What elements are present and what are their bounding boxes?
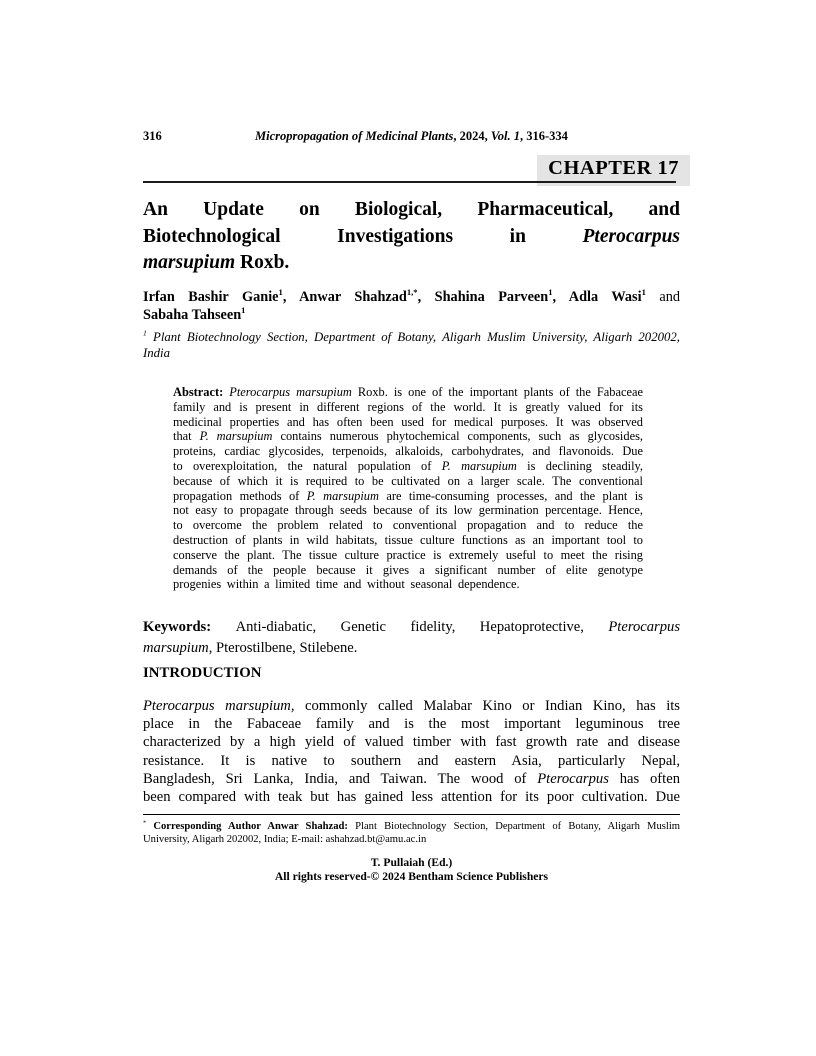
text-run: demands of the people because it gives a significant number of elite genotype [173,562,643,577]
text-run: are time-consuming processes, and the plant is [378,488,643,503]
text-line [143,752,680,770]
text-run: , Adla Wasi [552,289,642,305]
text-run: family and is present in different regions of the world. It is greatly valued for its [173,399,643,414]
text-line [143,820,680,833]
keywords-line [143,617,680,658]
text-line [173,489,643,504]
text-run: , 316-334 [520,129,568,143]
text-line [143,715,680,733]
text-run: Bangladesh, Sri Lanka, India, and Taiwan. The wood of [143,770,538,787]
publisher-footer [143,856,680,883]
rights-line: All rights reserved-© 2024 Bentham Science Publishers [274,869,549,883]
text-run: , Pterostilbene, Stilebene. [208,639,358,656]
page-number: 316 [143,129,162,143]
text-run: and [645,289,681,305]
text-run: Plant Biotechnology Section, Department of Botany, Aligarh Muslim [347,821,680,832]
text-line [143,224,680,251]
text-run: Keywords: [143,619,236,635]
footnote-divider-rule [143,814,680,815]
text-line [173,563,643,578]
text-run: propagation methods of [173,488,307,503]
text-line [143,288,680,306]
text-run: Sabaha Tahseen [143,307,242,323]
text-run: Anti-diabatic, Genetic fidelity, Hepatoprotective, [235,619,609,635]
text-run: 1 [278,287,283,298]
text-run: Pterocarpus [537,770,609,787]
text-run: 1,* [406,287,418,298]
text-run: Pterocarpus [608,619,680,635]
text-run: to overexploitation, the natural population of [173,458,442,473]
text-run: resistance. It is native to southern and eastern Asia, particularly Nepal, [143,752,680,769]
introduction-heading: INTRODUCTION [143,665,262,681]
text-run: 1 [641,287,646,298]
text-run: progenies within a limited time and without seasonal dependence. [173,577,520,592]
text-run: marsupium [143,639,209,656]
text-run: proteins, cardiac glycosides, terpenoids, alkaloids, carbohydrates, and flavonoids. Due [173,444,643,459]
text-run: Abstract: [173,385,230,399]
text-line [143,638,680,659]
text-run: to overcome the problem related to conventional propagation and to reduce the [173,518,643,533]
text-run: Irfan Bashir Ganie [143,289,279,305]
affiliation [143,330,680,361]
text-line [143,617,680,638]
text-run: not easy to propagate through seeds because of its low germination percentage. Hence, [173,503,643,518]
text-run: Plant Biotechnology Section, Department of Botany, Aligarh Muslim University, Aligarh 202002, [146,330,680,344]
text-run: , Anwar Shahzad [282,289,407,305]
text-run: University, Aligarh 202002, India; E-mail: ashahzad.bt@amu.ac.in [143,834,427,845]
authors-line [143,288,680,324]
text-line [143,833,680,846]
text-run: place in the Fabaceae family and is the most important leguminous tree [143,716,680,733]
text-line [173,444,643,459]
editor-line: T. Pullaiah (Ed.) [370,856,453,869]
text-line [173,400,643,415]
text-line [173,459,643,474]
text-run: been compared with teak but has gained less attention for its poor cultivation. Due [143,789,680,806]
text-run: * [143,819,147,827]
chapter-badge: CHAPTER 17 [537,155,690,186]
text-line [173,385,643,400]
text-line [173,474,643,489]
text-line [143,733,680,751]
text-line [143,330,680,346]
text-run: is declining steadily, [516,458,644,473]
text-run: medicinal properties and has often been used for medical purposes. It was observed [173,414,643,429]
text-run: P. marsupium [441,458,517,473]
text-line [173,548,643,563]
text-run: Roxb. is one of the important plants of the Fabaceae [351,385,643,399]
text-run: Pterocarpus marsupium [229,385,352,399]
text-run: Corresponding Author Anwar Shahzad: [153,821,348,832]
text-run: because of which it is required to be cultivated on a larger scale. The conventional [173,473,643,488]
text-run: P. marsupium [306,488,379,503]
text-run: that [173,429,200,444]
text-line [143,346,680,362]
running-head [143,129,680,144]
text-run: Micropropagation of Medicinal Plants [255,129,454,143]
text-line [173,518,643,533]
text-run: characterized by a high yield of valued timber with fast growth rate and disease [143,734,680,751]
text-line [143,788,680,806]
corresponding-author-footnote [143,820,680,846]
text-run: , 2024, [453,129,491,143]
text-line [143,250,680,277]
chapter-title [143,197,680,277]
text-line [173,429,643,444]
text-line [173,577,643,592]
chapter-divider-rule [143,181,676,183]
text-line [173,503,643,518]
text-line [173,415,643,430]
text-run: India [143,345,171,360]
text-run: commonly called Malabar Kino or Indian Kino, has its [294,698,680,714]
text-line [143,197,680,224]
text-run: Pterocarpus marsupium, [143,698,295,714]
text-run: Vol. 1 [490,129,521,143]
text-line [143,306,680,324]
text-run: 1 [241,305,246,316]
text-run: contains numerous phytochemical components, such as glycosides, [272,429,643,444]
text-run: 1 [143,328,147,338]
abstract-text [173,385,643,592]
text-run: P. marsupium [199,429,273,444]
text-run: conserve the plant. The tissue culture practice is extremely useful to meet the rising [173,547,643,562]
text-run: marsupium [143,252,236,273]
text-line [143,770,680,788]
text-line [143,697,680,715]
text-run: , Shahina Parveen [417,289,549,305]
text-run: 1 [548,287,553,298]
page-header [143,129,680,144]
text-line [173,533,643,548]
text-run: Biotechnological Investigations in [143,225,583,247]
text-run: Roxb. [235,252,290,273]
text-run: Pterocarpus [582,225,680,247]
text-run: has often [608,770,680,787]
text-run: destruction of plants in wild habitats, tissue culture functions as an important tool to [173,532,643,547]
text-run: An Update on Biological, Pharmaceutical, and [143,199,680,220]
introduction-paragraph [143,697,680,806]
